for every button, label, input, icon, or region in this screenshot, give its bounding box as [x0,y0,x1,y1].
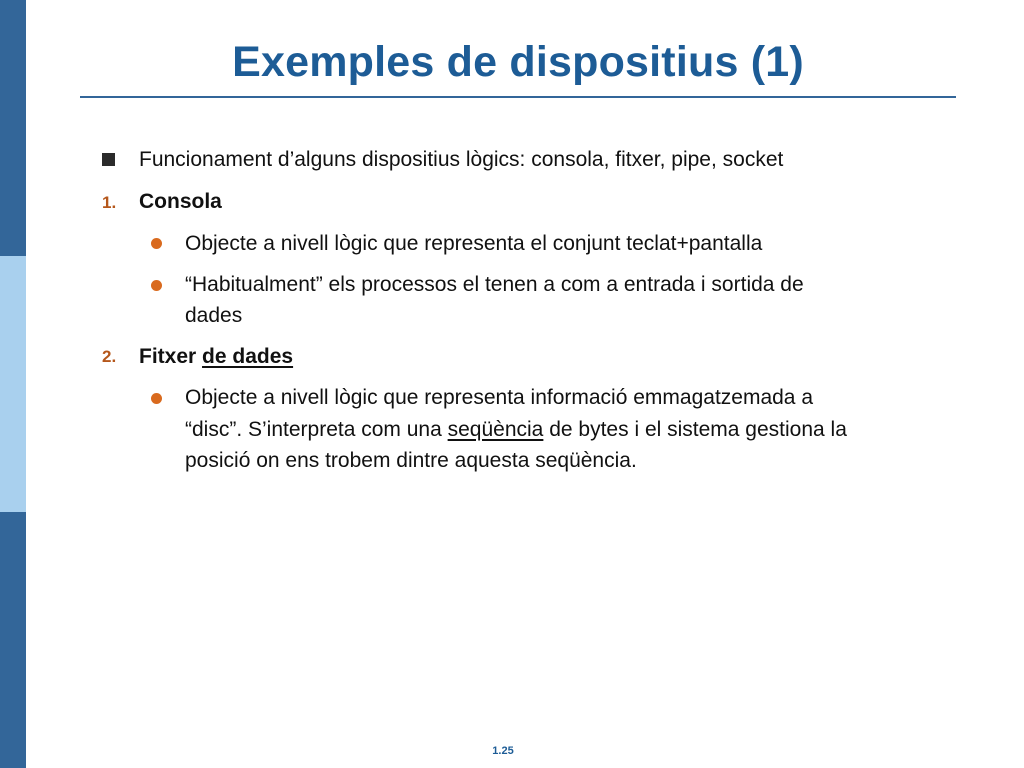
bullet-text-segment: “disc”. S’interpreta com una [185,418,442,441]
round-bullet-icon [151,393,162,404]
title-divider [80,96,956,98]
left-decorative-bar [0,0,26,768]
bullet-text: Objecte a nivell lògic que representa informació emmagatzemada a [185,386,814,409]
square-bullet-icon [102,153,115,166]
item-heading [139,341,293,372]
bar-segment-top [0,0,26,256]
item-heading-plain: Fitxer [139,345,197,368]
round-bullet-icon [151,238,162,249]
item-heading-underlined: de dades [202,345,294,368]
item-number: 2. [102,347,117,366]
bar-segment-bottom [0,512,26,768]
bar-segment-middle [0,256,26,512]
bullet-text-continued: posició on ens trobem dintre aquesta seqüència. [185,449,637,472]
slide-title: Exemples de dispositius (1) [232,38,804,86]
bullet-text-continued [185,414,847,445]
item-number: 1. [102,193,117,212]
bullet-text: Objecte a nivell lògic que representa el conjunt teclat+pantalla [185,232,763,255]
bullet-text-underlined: seqüència [447,418,544,441]
round-bullet-icon [151,280,162,291]
bullet-text-continued: dades [185,304,243,327]
page-number: 1.25 [492,745,514,757]
bullet-text: “Habitualment” els processos el tenen a com a entrada i sortida de [185,273,804,296]
intro-text: Funcionament d’alguns dispositius lògics: consola, fitxer, pipe, socket [139,148,784,171]
item-heading: Consola [139,190,222,213]
bullet-text-segment: de bytes i el sistema gestiona la [549,418,847,441]
